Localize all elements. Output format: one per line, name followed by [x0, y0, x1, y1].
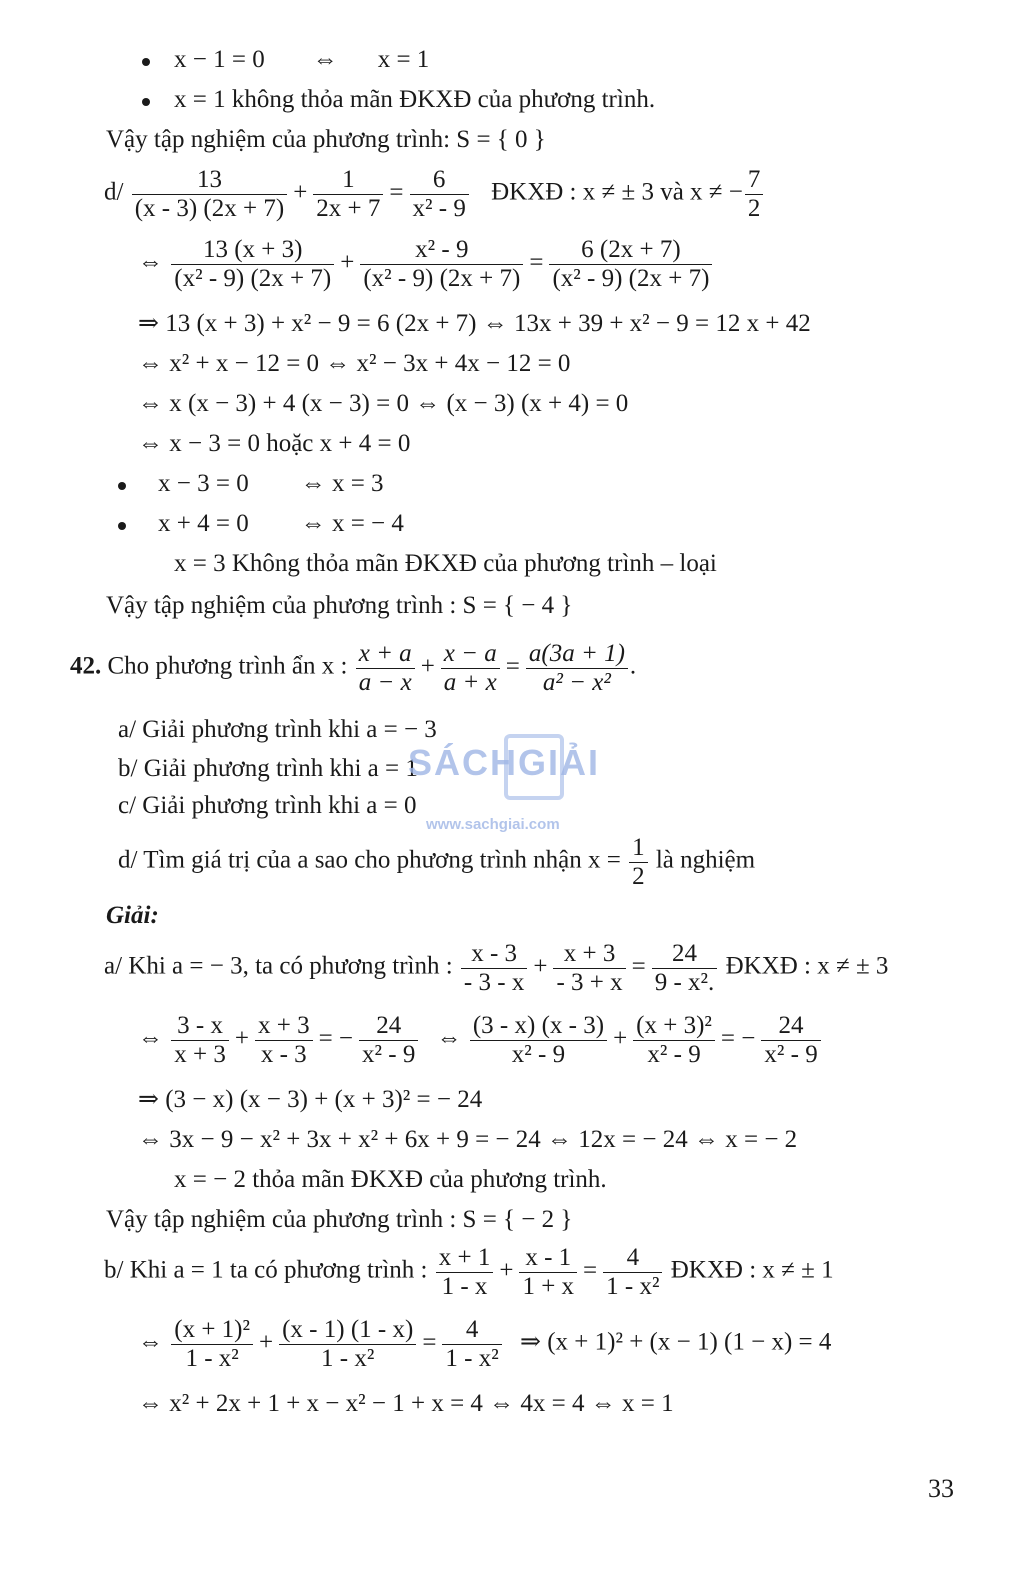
equation-line: d/ $\frac{13}{(x - 3) (2x + 7)}$ + $\frac{1}{2x + 7}$ = $\frac{6}{\text{x² - 9}}$ ĐKXĐ : x ≠ ± 3 và x ≠ − $\frac{7}{2}$: [104, 166, 765, 222]
fraction: $\frac{\text{x² - 9}}{\text{(x² - 9) (2x + 7)}}$: [360, 236, 523, 292]
fraction: $\frac{(3 - x) (x - 3)}{\text{x² - 9}}$: [470, 1012, 607, 1068]
fraction: $\frac{x + 1}{1 - x}$: [436, 1244, 494, 1300]
fraction: $\frac{13 (x + 3)}{\text{(x² - 9) (2x + 7)}}$: [171, 236, 334, 292]
equation-line: b/ Khi a = 1 ta có phương trình : $\frac{x + 1}{1 - x}$ + $\frac{x - 1}{1 + x}$ = $\frac{4}{\text{1 - x²}}$ ĐKXĐ : x ≠ ± 1: [104, 1244, 834, 1300]
bullet: [118, 482, 126, 490]
fraction: $\frac{a(3a + 1)}{\text{a² − x²}}$: [526, 640, 628, 696]
question-d: d/ Tìm giá trị của a sao cho phương trình nhận x = $\frac{1}{2}$ là nghiệm: [118, 834, 756, 890]
text-line: Vậy tập nghiệm của phương trình : S = { − 4 }: [106, 592, 573, 619]
fraction: $\frac{24}{\text{x² - 9}}$: [359, 1012, 418, 1068]
fraction: $\frac{x - a}{a + x}$: [441, 640, 500, 696]
fraction: $\frac{4}{\text{1 - x²}}$: [442, 1316, 501, 1372]
watermark-logo: SÁCHGIẢI: [408, 742, 601, 783]
fraction: $\frac{24}{\text{x² - 9}}$: [761, 1012, 820, 1068]
bullet: [118, 522, 126, 530]
equation-line: ⇔ $\frac{13 (x + 3)}{\text{(x² - 9) (2x + 7)}}$ + $\frac{\text{x² - 9}}{\text{(x² - 9) (2x + 7)}}$ = $\frac{6 (2x + 7)}{\text{(x² - 9) (2x + 7)}}$: [138, 236, 714, 292]
equation-line: ⇔ x² + x − 12 = 0 ⇔ x² − 3x + 4x − 12 = 0: [138, 350, 571, 377]
fraction: $\frac{x + 3}{x - 3}$: [255, 1012, 313, 1068]
fraction: $\frac{6 (2x + 7)}{\text{(x² - 9) (2x + 7)}}$: [549, 236, 712, 292]
equation-line: a/ Khi a = − 3, ta có phương trình : $\frac{x - 3}{- 3 - x}$ + $\frac{x + 3}{- 3 + x}$ = $\frac{24}{\text{9 - x².}}$ ĐKXĐ : x ≠ ± 3: [104, 940, 889, 996]
fraction: $\frac{24}{\text{9 - x².}}$: [652, 940, 718, 996]
fraction: $\frac{x + 3}{- 3 + x}$: [553, 940, 625, 996]
fraction: $\frac{1}{2}$: [629, 834, 648, 890]
fraction: $\frac{x + a}{a - x}$: [356, 640, 415, 696]
text-line: x = − 2 thỏa mãn ĐKXĐ của phương trình.: [174, 1166, 607, 1193]
equation-line: ⇔ x (x − 3) + 4 (x − 3) = 0 ⇔ (x − 3) (x + 4) = 0: [138, 390, 629, 417]
text-line: Vậy tập nghiệm của phương trình : S = { − 2 }: [106, 1206, 573, 1233]
fraction: $\frac{x - 3}{- 3 - x}$: [461, 940, 527, 996]
fraction: $\frac{3 - x}{x + 3}$: [171, 1012, 229, 1068]
problem-statement: 42. Cho phương trình ẩn x : $\frac{x + a}{a - x}$ + $\frac{x - a}{a + x}$ = $\frac{a(3a + 1)}{\text{a² − x²}}$ .: [70, 640, 637, 696]
page-number: 33: [928, 1474, 954, 1503]
fraction: $\frac{\text{(x + 1)²}}{\text{1 - x²}}$: [171, 1316, 253, 1372]
text-line: x = 1 không thỏa mãn ĐKXĐ của phương trình.: [174, 86, 656, 113]
equation-line: x − 3 = 0 ⇔ x = 3: [158, 470, 384, 497]
watermark-url: www.sachgiai.com: [426, 816, 560, 833]
fraction: $\frac{1}{2x + 7}$: [313, 166, 383, 222]
fraction: $\frac{4}{\text{1 - x²}}$: [603, 1244, 662, 1300]
equation-line: ⇔ x − 3 = 0 hoặc x + 4 = 0: [138, 430, 411, 457]
fraction: $\frac{(x - 1) (1 - x)}{\text{1 - x²}}$: [279, 1316, 416, 1372]
solution-title: Giải:: [106, 902, 159, 929]
text-line: Vậy tập nghiệm của phương trình: S = { 0 }: [106, 126, 546, 153]
equation-line: ⇔ x² + 2x + 1 + x − x² − 1 + x = 4 ⇔ 4x = 4 ⇔ x = 1: [138, 1390, 674, 1417]
fraction: $\frac{13}{(x - 3) (2x + 7)}$: [132, 166, 287, 222]
question-b: b/ Giải phương trình khi a = 1: [118, 755, 418, 782]
fraction: $\frac{7}{2}$: [745, 166, 764, 222]
fraction: $\frac{x - 1}{1 + x}$: [519, 1244, 577, 1300]
equation-line: ⇒ (3 − x) (x − 3) + (x + 3)² = − 24: [138, 1086, 483, 1113]
equation-line: x + 4 = 0 ⇔ x = − 4: [158, 510, 404, 537]
text-line: x = 3 Không thỏa mãn ĐKXĐ của phương trình – loại: [174, 550, 717, 577]
bullet: [142, 98, 150, 106]
question-c: c/ Giải phương trình khi a = 0: [118, 792, 417, 819]
question-a: a/ Giải phương trình khi a = − 3: [118, 716, 437, 743]
fraction: $\frac{6}{\text{x² - 9}}$: [410, 166, 469, 222]
equation-line: ⇔ 3x − 9 − x² + 3x + x² + 6x + 9 = − 24 ⇔ 12x = − 24 ⇔ x = − 2: [138, 1126, 798, 1153]
equation-line: ⇒ 13 (x + 3) + x² − 9 = 6 (2x + 7) ⇔ 13x + 39 + x² − 9 = 12 x + 42: [138, 310, 811, 337]
equation-line: ⇔ $\frac{\text{(x + 1)²}}{\text{1 - x²}}$ + $\frac{(x - 1) (1 - x)}{\text{1 - x²}}$ = $\frac{4}{\text{1 - x²}}$ ⇒ (x + 1)² + (x − 1) (1 − x) = 4: [138, 1316, 832, 1372]
bullet: [142, 58, 150, 66]
fraction: $\frac{\text{(x + 3)²}}{\text{x² - 9}}$: [633, 1012, 715, 1068]
equation-line: ⇔ $\frac{3 - x}{x + 3}$ + $\frac{x + 3}{x - 3}$ = − $\frac{24}{\text{x² - 9}}$ ⇔ $\frac{(3 - x) (x - 3)}{\text{x² - 9}}$ + $\frac{\text{(x + 3)²}}{\text{x² - 9}}$ = − $\frac{24}{\text{x² - 9}}$: [138, 1012, 823, 1068]
equation-line: x − 1 = 0 ⇔ x = 1: [174, 46, 430, 73]
